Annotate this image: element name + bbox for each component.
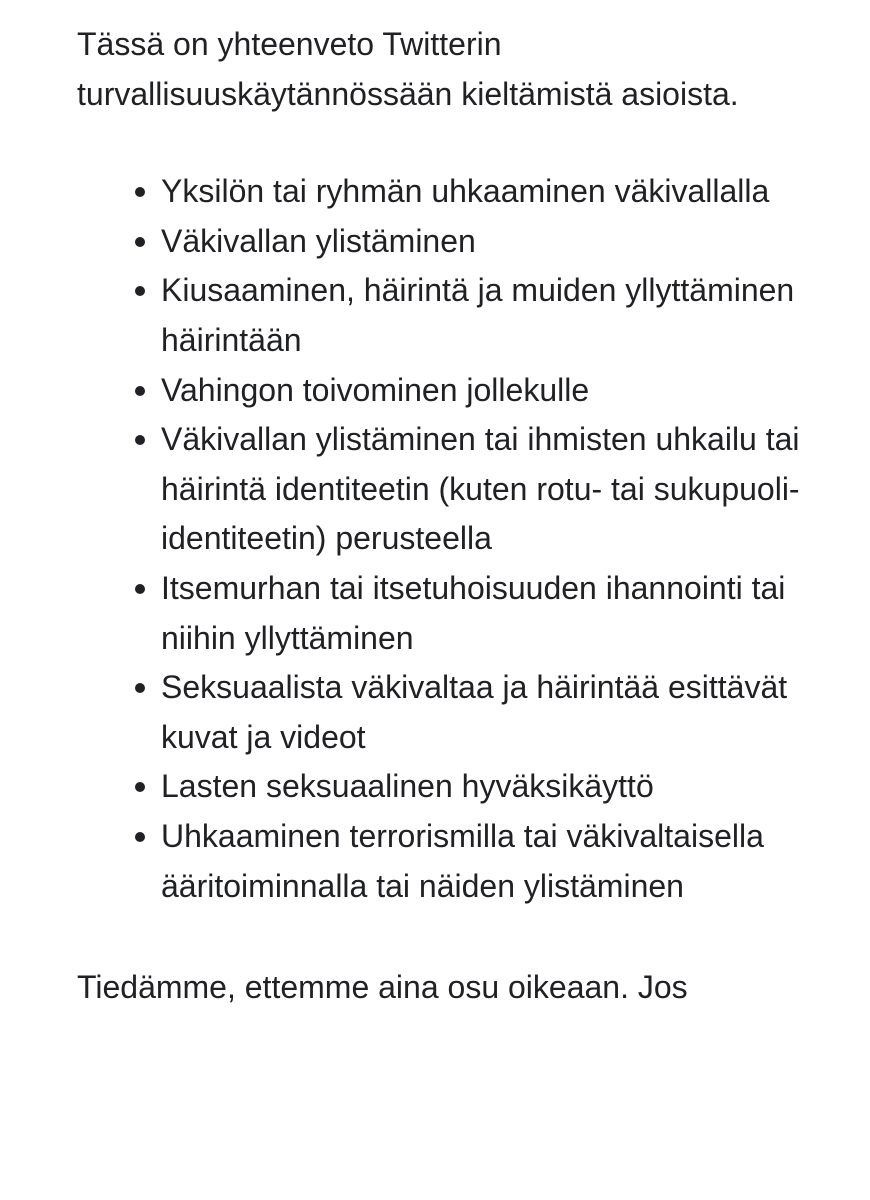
list-item <box>161 564 847 663</box>
intro-paragraph: Tässä on yhteenveto Twitterin turvallisuuskäytännössään kieltämistä asioista. <box>77 26 739 112</box>
outro-paragraph: Tiedämme, ettemme aina osu oikeaan. Jos <box>77 969 688 1006</box>
bullet-icon <box>135 832 145 842</box>
list-item-text: Seksuaalista väkivaltaa ja häirintää esittävät kuvat ja videot <box>161 669 788 755</box>
list-item <box>161 167 847 217</box>
list-item <box>161 812 847 911</box>
bullet-icon <box>135 187 145 197</box>
bullet-icon <box>135 782 145 792</box>
list-item <box>161 266 847 365</box>
list-item-text: Yksilön tai ryhmän uhkaaminen väkivallalla <box>161 173 770 210</box>
article-body <box>77 20 847 1013</box>
list-item <box>161 366 847 416</box>
list-item-text: Uhkaaminen terrorismilla tai väkivaltaisella ääritoiminnalla tai näiden ylistäminen <box>161 817 764 904</box>
bullet-icon <box>135 286 145 296</box>
list-item-text: Väkivallan ylistäminen <box>161 222 476 259</box>
bullet-icon <box>135 386 145 396</box>
bullet-icon <box>135 584 145 594</box>
list-item <box>161 663 847 762</box>
policy-list <box>77 167 847 911</box>
list-item-text: Itsemurhan tai itsetuhoisuuden ihannointi tai niihin yllyttäminen <box>161 569 786 656</box>
list-item-text: Vahingon toivominen jollekulle <box>161 371 590 408</box>
bullet-icon <box>135 237 145 247</box>
bullet-icon <box>135 683 145 693</box>
bullet-icon <box>135 435 145 445</box>
list-item <box>161 415 847 564</box>
list-item-text: Kiusaaminen, häirintä ja muiden yllyttäminen häirintään <box>161 272 795 358</box>
list-item-text: Lasten seksuaalinen hyväksikäyttö <box>161 768 654 805</box>
list-item-text: Väkivallan ylistäminen tai ihmisten uhkailu tai häirintä identiteetin (kuten rotu- tai sukupuoli-identiteetin) perusteella <box>161 421 800 557</box>
list-item <box>161 762 847 812</box>
list-item <box>161 217 847 267</box>
